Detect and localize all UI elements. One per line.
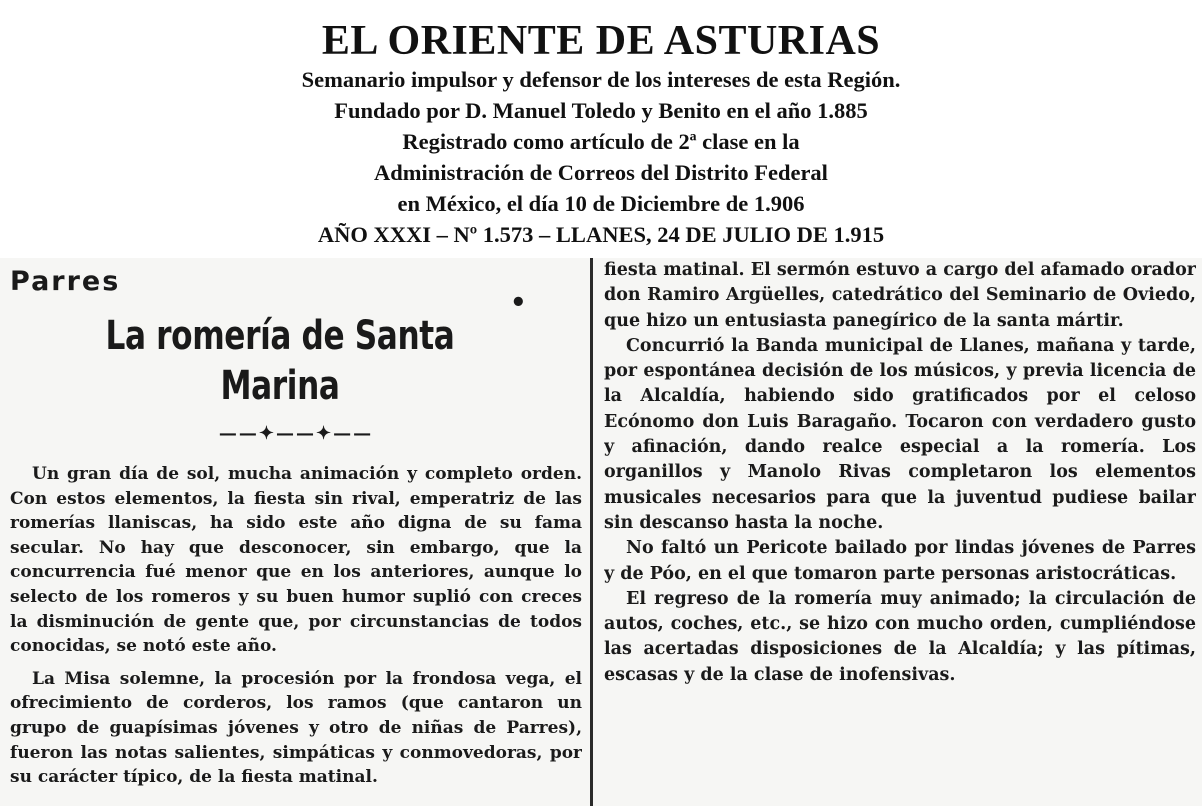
article-paragraph: El regreso de la romería muy animado; la circulación de autos, coches, etc., se hizo con mucho orden, cumpliéndose las acertadas disposiciones de la Alcaldía; y las pítimas, escasas y de la clase de inofensivas. (604, 588, 1196, 685)
header-line-registered: Registrado como artículo de 2ª clase en la (402, 129, 800, 154)
article-paragraph: La Misa solemne, la procesión por la frondosa vega, el ofrecimiento de corderos, los ramos (que cantaron un grupo de guapísimas jóvenes y otro de niñas de Parres), fueron las notas salientes, simpáticas y conmovedoras, por su carácter típico, de la fiesta matinal. (10, 668, 582, 788)
article-paragraph: fiesta matinal. El sermón estuvo a cargo del afamado orador don Ramiro Argüelles, catedrático del Seminario de Oviedo, que hizo un entusiasta panegírico de la santa mártir. (604, 260, 1196, 331)
masthead-title: EL ORIENTE DE ASTURIAS (321, 18, 881, 64)
article-paragraph: Un gran día de sol, mucha animación y completo orden. Con estos elementos, la fiesta sin rival, emperatriz de las romerías llaniscas, ha sido este año digna de su fama secular. No hay que desconocer, sin embargo, que la concurrencia fué menor que en los anteriores, aunque lo selecto de los romeros y su buen humor suplió con creces la disminución de gente que, por circunstancias de todos conocidas, se notó este año. (10, 464, 582, 657)
ornament-divider: ——✦——✦—— (218, 423, 374, 444)
article-left-column (10, 258, 582, 806)
header-line-issue: AÑO XXXI – Nº 1.573 – LLANES, 24 DE JULIO DE 1.915 (317, 222, 885, 247)
article-paragraph: No faltó un Pericote bailado por lindas jóvenes de Parres y de Póo, en el que tomaron parte personas aristocráticas. (604, 538, 1196, 584)
newspaper-header (0, 0, 1202, 258)
print-speck: • (510, 288, 527, 318)
header-line-founded: Fundado por D. Manuel Toledo y Benito en el año 1.885 (334, 98, 868, 123)
header-line-mexico-date: en México, el día 10 de Diciembre de 1.906 (397, 191, 805, 216)
header-line-administration: Administración de Correos del Distrito Federal (374, 160, 828, 185)
article-paragraph: Concurrió la Banda municipal de Llanes, mañana y tarde, por espontánea decisión de los músicos, y previa licencia de la Alcaldía, habiendo sido gratificados por el celoso Ecónomo don Luis Baragaño. Tocaron con verdadero gusto y afinación, dando realce especial a la romería. Los organillos y Manolo Rivas completaron los elementos musicales necesarios para que la juventud pudiese bailar sin descanso hasta la noche. (604, 335, 1196, 533)
column-divider (590, 258, 593, 806)
header-line-tagline: Semanario impulsor y defensor de los intereses de esta Región. (301, 67, 901, 92)
newspaper-clipping (0, 258, 1202, 806)
article-right-column (604, 258, 1196, 806)
section-label: Parres (10, 266, 121, 297)
article-headline: La romería de Santa Marina (105, 313, 455, 409)
